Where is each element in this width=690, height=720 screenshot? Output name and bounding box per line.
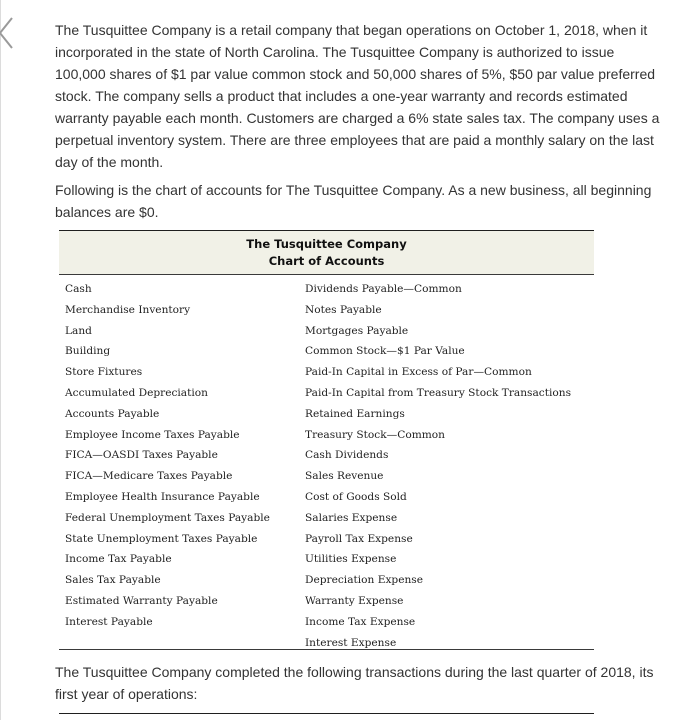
account-item: Accumulated Depreciation xyxy=(65,386,208,399)
account-item: Notes Payable xyxy=(305,303,382,316)
account-item: Land xyxy=(65,324,92,337)
account-item: Mortgages Payable xyxy=(305,324,409,337)
account-item: Retained Earnings xyxy=(305,407,405,420)
account-item: Cash Dividends xyxy=(305,449,389,462)
transactions-table-top-rule xyxy=(59,713,594,714)
accounts-left-column xyxy=(65,279,270,633)
account-item: Income Tax Payable xyxy=(65,553,172,566)
account-item: Cash xyxy=(65,283,92,295)
transactions-intro-paragraph: The Tusquittee Company completed the following transactions during the last quarter of 2018, its first year of operations: xyxy=(55,664,654,702)
chart-intro-paragraph: Following is the chart of accounts for The Tusquittee Company. As a new business, all beginning balances are $0. xyxy=(55,182,652,220)
chart-of-accounts-table xyxy=(59,230,594,650)
account-item: Merchandise Inventory xyxy=(65,303,191,316)
account-item: Treasury Stock—Common xyxy=(305,428,446,441)
account-item: FICA—Medicare Taxes Payable xyxy=(65,470,233,483)
account-item: Federal Unemployment Taxes Payable xyxy=(65,511,270,524)
account-item: Store Fixtures xyxy=(65,366,143,379)
chart-subtitle: Chart of Accounts xyxy=(268,254,385,268)
page-left-border xyxy=(0,0,1,720)
account-item: Warranty Expense xyxy=(305,594,404,607)
chart-bottom-rule xyxy=(59,649,594,650)
chevron-left-icon[interactable] xyxy=(0,16,20,50)
chart-company-name: The Tusquittee Company xyxy=(246,237,407,251)
account-item: Accounts Payable xyxy=(65,407,160,420)
account-item: Cost of Goods Sold xyxy=(305,490,407,503)
account-item: Employee Health Insurance Payable xyxy=(65,490,260,503)
account-item: Paid-In Capital in Excess of Par—Common xyxy=(305,366,532,379)
accounts-right-column xyxy=(305,279,571,653)
chart-header xyxy=(59,231,594,275)
account-item: Estimated Warranty Payable xyxy=(65,594,218,607)
account-item: Building xyxy=(65,345,111,358)
account-item: Interest Expense xyxy=(305,636,397,649)
account-item: Salaries Expense xyxy=(305,511,398,524)
account-item: Income Tax Expense xyxy=(305,615,416,628)
account-item: Paid-In Capital from Treasury Stock Transactions xyxy=(305,386,572,399)
account-item: Dividends Payable—Common xyxy=(305,283,462,295)
account-item: State Unemployment Taxes Payable xyxy=(65,532,258,545)
account-item: Sales Tax Payable xyxy=(65,574,161,587)
account-item: Utilities Expense xyxy=(305,553,397,566)
account-item: Common Stock—$1 Par Value xyxy=(305,345,465,358)
account-item: FICA—OASDI Taxes Payable xyxy=(65,449,218,462)
account-item: Interest Payable xyxy=(65,615,153,628)
account-item: Sales Revenue xyxy=(305,470,384,483)
account-item: Payroll Tax Expense xyxy=(305,532,413,545)
intro-paragraph: The Tusquittee Company is a retail company that began operations on October 1, 2018, when it incorporated in the state of North Carolina. The Tusquittee Company is authorized to issue 100,000 shares of $1 par value common stock and 50,000 shares of 5%, $50 par value preferred stock. The company sells a product that includes a one-year warranty and records estimated warranty payable each month. Customers are charged a 6% state sales tax. The company uses a perpetual inventory system. There are three employees that are paid a monthly salary on the last day of the month. xyxy=(55,22,660,170)
account-item: Employee Income Taxes Payable xyxy=(65,428,240,441)
account-item: Depreciation Expense xyxy=(305,574,424,587)
